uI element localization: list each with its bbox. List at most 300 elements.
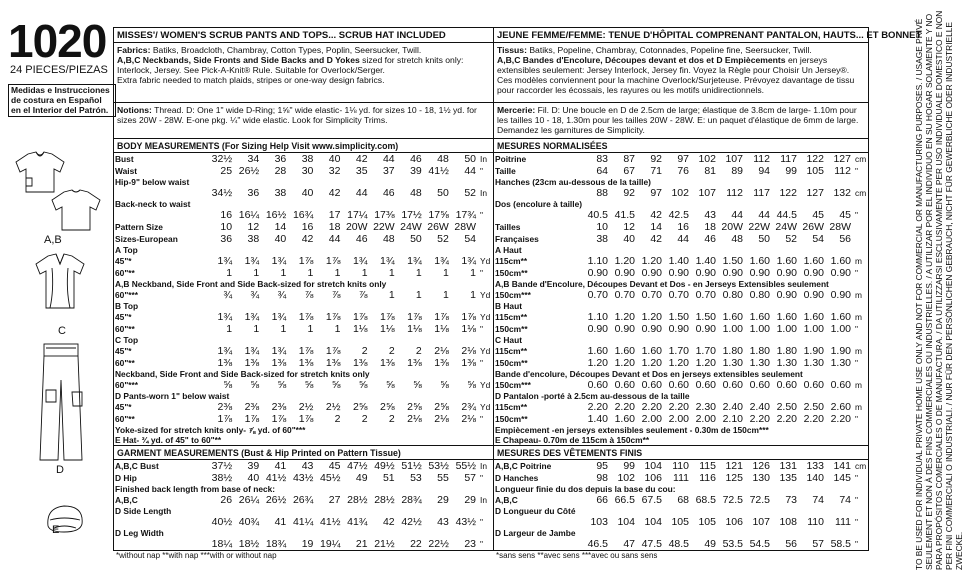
table-cell: 40 [623,233,635,245]
row-label: A,B,C Poitrine [495,461,552,471]
table-cell: 42 [650,233,662,245]
table-cell: 45½ [320,472,341,484]
table-cell: 103 [590,516,608,528]
table-cell: 46 [382,187,395,199]
table-cell: 104 [644,516,662,528]
table-cell: 0.90 [695,323,716,335]
table-cell: 1.20 [614,357,635,369]
tissus-knits-heading: A,B,C Bandes d'Encolure, Découpes devant et dos et D Empiècements [497,55,786,66]
table-cell: 0.90 [722,267,743,279]
table-cell: 0.90 [614,267,635,279]
table-cell: 28W [454,221,476,233]
table-row [114,391,493,401]
table-cell: 0.90 [803,267,824,279]
table-cell: 102 [671,187,689,199]
table-cell: 2.20 [641,401,662,413]
table-cell: 1⅜ [298,357,314,369]
table-cell: 2.00 [695,413,716,425]
table-cell: 1 [226,323,233,335]
table-row [114,233,493,245]
table-cell: 1.00 [776,323,797,335]
unit-cell: " [855,473,858,483]
table-cell: 115 [699,460,716,472]
table-cell: 1⅜ [407,357,422,369]
table-row [114,209,493,221]
table-cell: 38 [247,233,260,245]
unit-cell [852,221,868,233]
table-cell: 122 [779,187,797,199]
row-label: Françaises [495,234,539,244]
table-cell: 116 [699,472,716,484]
table-cell: 2½ [298,401,314,413]
table-row [114,335,493,345]
table-cell: 99 [623,460,635,472]
table-cell: 133 [806,460,824,472]
row-label: D Pants-worn 1" below waist [115,391,230,401]
table-cell: 105 [806,165,824,177]
table-cell: 53 [410,472,422,484]
table-cell: 1¾ [217,255,233,267]
table-cell: 0.70 [668,289,689,301]
table-row [114,472,493,484]
table-cell: 42 [650,209,662,221]
table-cell: 0.70 [587,289,608,301]
unit-cell: " [855,414,858,424]
row-label: 150cm*** [495,290,531,300]
table-cell: 26W [427,221,449,233]
table-cell: 54 [812,233,824,245]
table-row [114,301,493,311]
table-cell: 54 [464,233,476,245]
table-cell: 67 [623,165,635,177]
table-cell: 1.10 [587,255,608,267]
label-e: E [52,524,60,536]
unit-cell: m [855,290,862,300]
table-cell: 1⅜ [352,357,368,369]
row-label: Poitrine [495,154,527,164]
row-label: 45"* [115,346,132,356]
table-cell: 89 [731,165,743,177]
table-cell: 88 [596,187,608,199]
table-cell: 1.50 [695,311,716,323]
table-row [494,177,868,187]
unit-cell: In [480,461,487,471]
table-cell: 17¼ [347,209,368,221]
table-cell: 2.00 [641,413,662,425]
table-cell: 1⅞ [217,413,233,425]
row-label: Dos (encolure à taille) [495,199,583,209]
table-cell: 0.60 [830,379,851,391]
table-cell: 44 [464,165,476,177]
table-cell: 1.20 [641,311,662,323]
table-cell: 0.90 [749,267,770,279]
row-label: 150cm** [495,358,528,368]
table-cell: 1.30 [776,357,797,369]
table-row [494,165,868,177]
table-cell: 127 [806,187,824,199]
unit-cell: cm [855,188,867,198]
table-cell: 94 [758,165,770,177]
table-cell: 20W [721,221,743,233]
unit-cell: " [480,473,483,483]
table-cell: 44 [328,233,341,245]
row-label: 60"*** [115,380,139,390]
table-cell: 1¾ [217,345,233,357]
table-cell: 22W [373,221,395,233]
table-row [114,199,493,209]
unit-cell: " [480,324,483,334]
table-row [114,401,493,413]
table-cell: 2¾ [461,401,476,413]
table-row [114,289,493,301]
table-cell: 1¾ [461,255,476,267]
table-cell: 1⅜ [461,357,476,369]
table-cell: 47½ [347,460,368,472]
table-cell: 74 [839,494,851,506]
table-cell: 1.00 [749,323,770,335]
row-label [494,538,582,550]
table-cell: 66.5 [614,494,635,506]
table-row [494,301,868,311]
table-row [494,245,868,255]
table-cell: 1.40 [695,255,716,267]
table-row [494,528,868,538]
table-row [114,460,493,472]
table-cell: 46.5 [587,538,608,550]
table-row [494,379,868,391]
unit-cell: " [855,495,858,505]
row-label: A Top [115,245,138,255]
table-cell: 40 [328,153,341,165]
table-cell: 98 [596,472,608,484]
table-cell: 34 [247,153,260,165]
french-tissus [494,43,868,103]
table-cell: 1 [415,267,422,279]
table-cell: 38½ [211,472,233,484]
table-cell: 112 [726,187,743,199]
french-garment-table [494,460,868,550]
table-cell: 111 [835,516,851,528]
table-cell: 1⅞ [352,311,368,323]
english-footnote: *without nap **with nap ***with or without nap [116,551,277,560]
table-cell: 28W [829,221,851,233]
table-cell: 18½ [238,538,260,550]
table-cell: 41½ [428,165,449,177]
table-cell: 44 [355,187,368,199]
table-cell: 17⅝ [428,209,449,221]
table-cell: 2.20 [668,401,689,413]
table-cell: 1⅞ [298,345,314,357]
table-cell: 1 [253,323,260,335]
table-cell: 72.5 [749,494,770,506]
row-label [494,187,582,199]
row-label [494,516,582,528]
table-row [494,323,868,335]
table-cell: 16¾ [292,209,314,221]
table-cell: 18¾ [265,538,287,550]
english-garment-measurements [114,445,493,550]
table-row [114,379,493,391]
table-cell: 0.60 [668,379,689,391]
table-cell: 0.90 [803,289,824,301]
table-row [494,255,868,267]
table-cell: 2⅝ [352,401,368,413]
unit-cell: " [855,210,858,220]
row-label: 45"* [115,402,132,412]
row-label: 45"* [115,312,132,322]
table-cell: 2⅝ [407,401,422,413]
table-cell: 141 [833,460,851,472]
table-row [114,528,493,538]
unit-cell: Yd [480,402,491,412]
fabrics-extra-text: Extra fabric needed to match plaids, stripes or one-way design fabrics. [117,75,385,86]
table-cell: 1 [415,289,422,301]
table-cell: 24W [400,221,422,233]
table-row [494,369,868,379]
table-cell: 0.90 [776,267,797,279]
row-label: 150cm** [495,324,528,334]
table-row [114,267,493,279]
table-cell: ¾ [223,289,233,301]
table-cell: 42 [301,233,314,245]
table-cell: 0.90 [587,267,608,279]
table-cell: 140 [806,472,824,484]
table-row [494,279,868,289]
table-cell: 36 [247,187,260,199]
table-cell: 52 [464,187,476,199]
table-cell: 24W [775,221,797,233]
notions-heading: Notions: [117,105,152,115]
table-cell: 43½ [292,472,314,484]
fabrics-text: Batiks, Broadcloth, Chambray, Cotton Types, Poplin, Seersucker, Twill. [152,45,422,55]
table-cell: 16¼ [238,209,260,221]
table-cell: 2.30 [695,401,716,413]
table-cell: 47 [623,538,635,550]
table-cell: 51 [382,472,395,484]
table-cell: 2.20 [749,413,770,425]
table-cell: 1.60 [776,255,797,267]
table-cell: 57 [464,472,476,484]
row-label: E Chapeau- 0.70m de 115cm à 150cm** [495,435,650,445]
french-mercerie [494,103,868,139]
row-label: Yoke-sized for stretch knits only- ⅞ yd. of 60"*** [115,425,306,435]
row-label: 60"** [115,268,135,278]
table-row [494,199,868,209]
table-cell: 1.10 [587,311,608,323]
table-cell: 1.30 [722,357,743,369]
table-cell: 1.30 [830,357,851,369]
table-cell: 0.60 [749,379,770,391]
table-cell: 2.50 [803,401,824,413]
table-row [494,357,868,369]
row-label: D Longueur du Côté [495,506,576,516]
tissus-extra-text: Ces modèles conviennent pour la machine Overlock/Surjeteuse. Prévoyez davantage de tissu pour raccorder les écossais, les rayures ou les motifs unidirectionnels. [497,75,855,96]
table-cell: 1.40 [668,255,689,267]
row-label: 60"** [115,358,135,368]
table-cell: 112 [753,153,770,165]
row-label: Hanches (23cm au-dessous de la taille) [495,177,651,187]
unit-cell: " [480,414,483,424]
table-cell: 41 [274,460,287,472]
fabrics-heading: Fabrics: [117,45,151,55]
table-cell: 41½ [320,516,341,528]
table-cell: 55 [437,472,449,484]
table-row [494,221,868,233]
table-cell: 46 [704,233,716,245]
table-cell: 40½ [211,516,233,528]
row-label: 150cm** [495,414,528,424]
table-row [114,516,493,528]
table-cell: 2⅝ [380,401,395,413]
unit-cell: " [480,268,483,278]
table-cell: 44 [758,209,770,221]
table-cell: 56 [839,233,851,245]
unit-cell: " [855,324,858,334]
row-label: A,B,C [115,495,138,505]
table-cell: 32 [328,165,341,177]
row-label: Longueur finie du dos depuis la base du cou: [495,484,676,494]
table-cell: 56 [785,538,797,550]
table-cell: 42½ [401,516,422,528]
table-row [114,357,493,369]
table-cell: 1.80 [776,345,797,357]
french-footnote: *sans sens **avec sens ***avec ou sans sens [496,551,658,560]
table-cell: 1 [280,323,287,335]
table-row [494,435,868,445]
table-cell: 1.70 [695,345,716,357]
table-cell: 41 [274,516,287,528]
table-row [114,311,493,323]
english-fabrics [114,43,493,103]
table-cell: 1.20 [614,255,635,267]
table-cell: ⅝ [304,379,314,391]
table-cell: 2 [388,413,395,425]
table-row [494,153,868,165]
table-cell: 1¾ [244,311,260,323]
label-a-b: A,B [44,234,62,246]
row-label: 150cm** [495,268,528,278]
table-cell: 43 [704,209,716,221]
table-cell: 17¾ [455,209,476,221]
table-cell: 1.40 [587,413,608,425]
unit-cell: " [855,517,858,527]
row-label: Bust [115,154,134,164]
row-label: Sizes-European [115,234,178,244]
table-cell: 2 [388,345,395,357]
table-cell: 76 [677,165,689,177]
table-row [494,345,868,357]
table-cell: 1.90 [830,345,851,357]
english-body-title: BODY MEASUREMENTS (For Sizing Help Visit www.simplicity.com) [114,139,493,153]
unit-cell: m [855,380,862,390]
table-cell: 2⅜ [271,401,287,413]
table-cell: 58.5 [830,538,851,550]
row-label: Hip-9" below waist [115,177,190,187]
table-cell: 73 [785,494,797,506]
table-cell: 1⅜ [217,357,233,369]
table-cell: 135 [779,472,797,484]
table-cell: 0.90 [695,267,716,279]
table-cell: 1.60 [830,311,851,323]
table-cell: 28½ [347,494,368,506]
table-cell: 1⅜ [244,357,260,369]
french-title: JEUNE FEMME/FEMME: TENUE D'HÔPITAL COMPRENANT PANTALON, HAUTS... ET BONNET [494,28,868,43]
table-cell: 0.60 [587,379,608,391]
table-cell: 1 [253,267,260,279]
english-notions [114,103,493,139]
table-cell: 50 [410,233,422,245]
row-label [494,209,582,221]
pieces-count: 24 PIECES/PIEZAS [10,64,108,76]
table-cell: 1 [388,267,395,279]
row-label: B Haut [495,301,522,311]
table-cell: 1⅞ [434,311,449,323]
table-cell: 1¾ [244,345,260,357]
table-row [494,506,868,516]
tissus-heading: Tissus: [497,45,527,55]
table-cell: 130 [752,472,770,484]
table-cell: 0.90 [587,323,608,335]
table-cell: 28½ [374,494,395,506]
table-cell: 1.20 [641,357,662,369]
row-label: 115cm** [495,346,528,356]
unit-cell: cm [855,154,867,164]
table-cell: 2.60 [830,401,851,413]
table-cell: 49½ [374,460,395,472]
table-cell: 1⅛ [380,323,395,335]
table-row [114,177,493,187]
table-cell: ⅞ [304,289,314,301]
table-cell: 1.20 [614,311,635,323]
table-cell: 68 [677,494,689,506]
table-row [114,187,493,199]
table-cell: 50 [464,153,476,165]
table-cell: 66 [596,494,608,506]
table-cell: 1¾ [434,255,449,267]
table-cell: 1 [226,267,233,279]
unit-cell: Yd [480,312,491,322]
table-row [494,267,868,279]
table-cell: 1⅜ [380,357,395,369]
unit-cell: " [855,268,858,278]
table-cell: 0.60 [641,379,662,391]
table-cell: 29 [464,494,476,506]
unit-cell [852,233,868,245]
row-label: D Largeur de Jambe [495,528,576,538]
table-cell: 1⅞ [461,311,476,323]
row-label: Bande d'encolure, Découpes Devant et Dos en jerseys extensibles seulement [495,369,803,379]
row-label: Waist [115,166,138,176]
table-cell: 1.50 [722,255,743,267]
top-c-illustration [10,250,110,320]
table-cell: 1.00 [803,323,824,335]
table-cell: 1 [443,267,449,279]
table-cell: ⅝ [277,379,287,391]
table-cell: 104 [617,516,635,528]
table-cell: 43 [301,460,314,472]
table-cell: 87 [623,153,635,165]
table-cell: 2.20 [587,401,608,413]
row-label: 60"** [115,414,135,424]
table-cell: 40 [274,233,287,245]
table-cell: 1.60 [749,311,770,323]
table-cell: 0.90 [668,267,689,279]
row-label: D Side Length [115,506,172,516]
table-cell: 1¾ [407,255,422,267]
table-cell: ⅞ [331,289,341,301]
table-row [494,484,868,494]
table-cell: 1 [361,267,368,279]
